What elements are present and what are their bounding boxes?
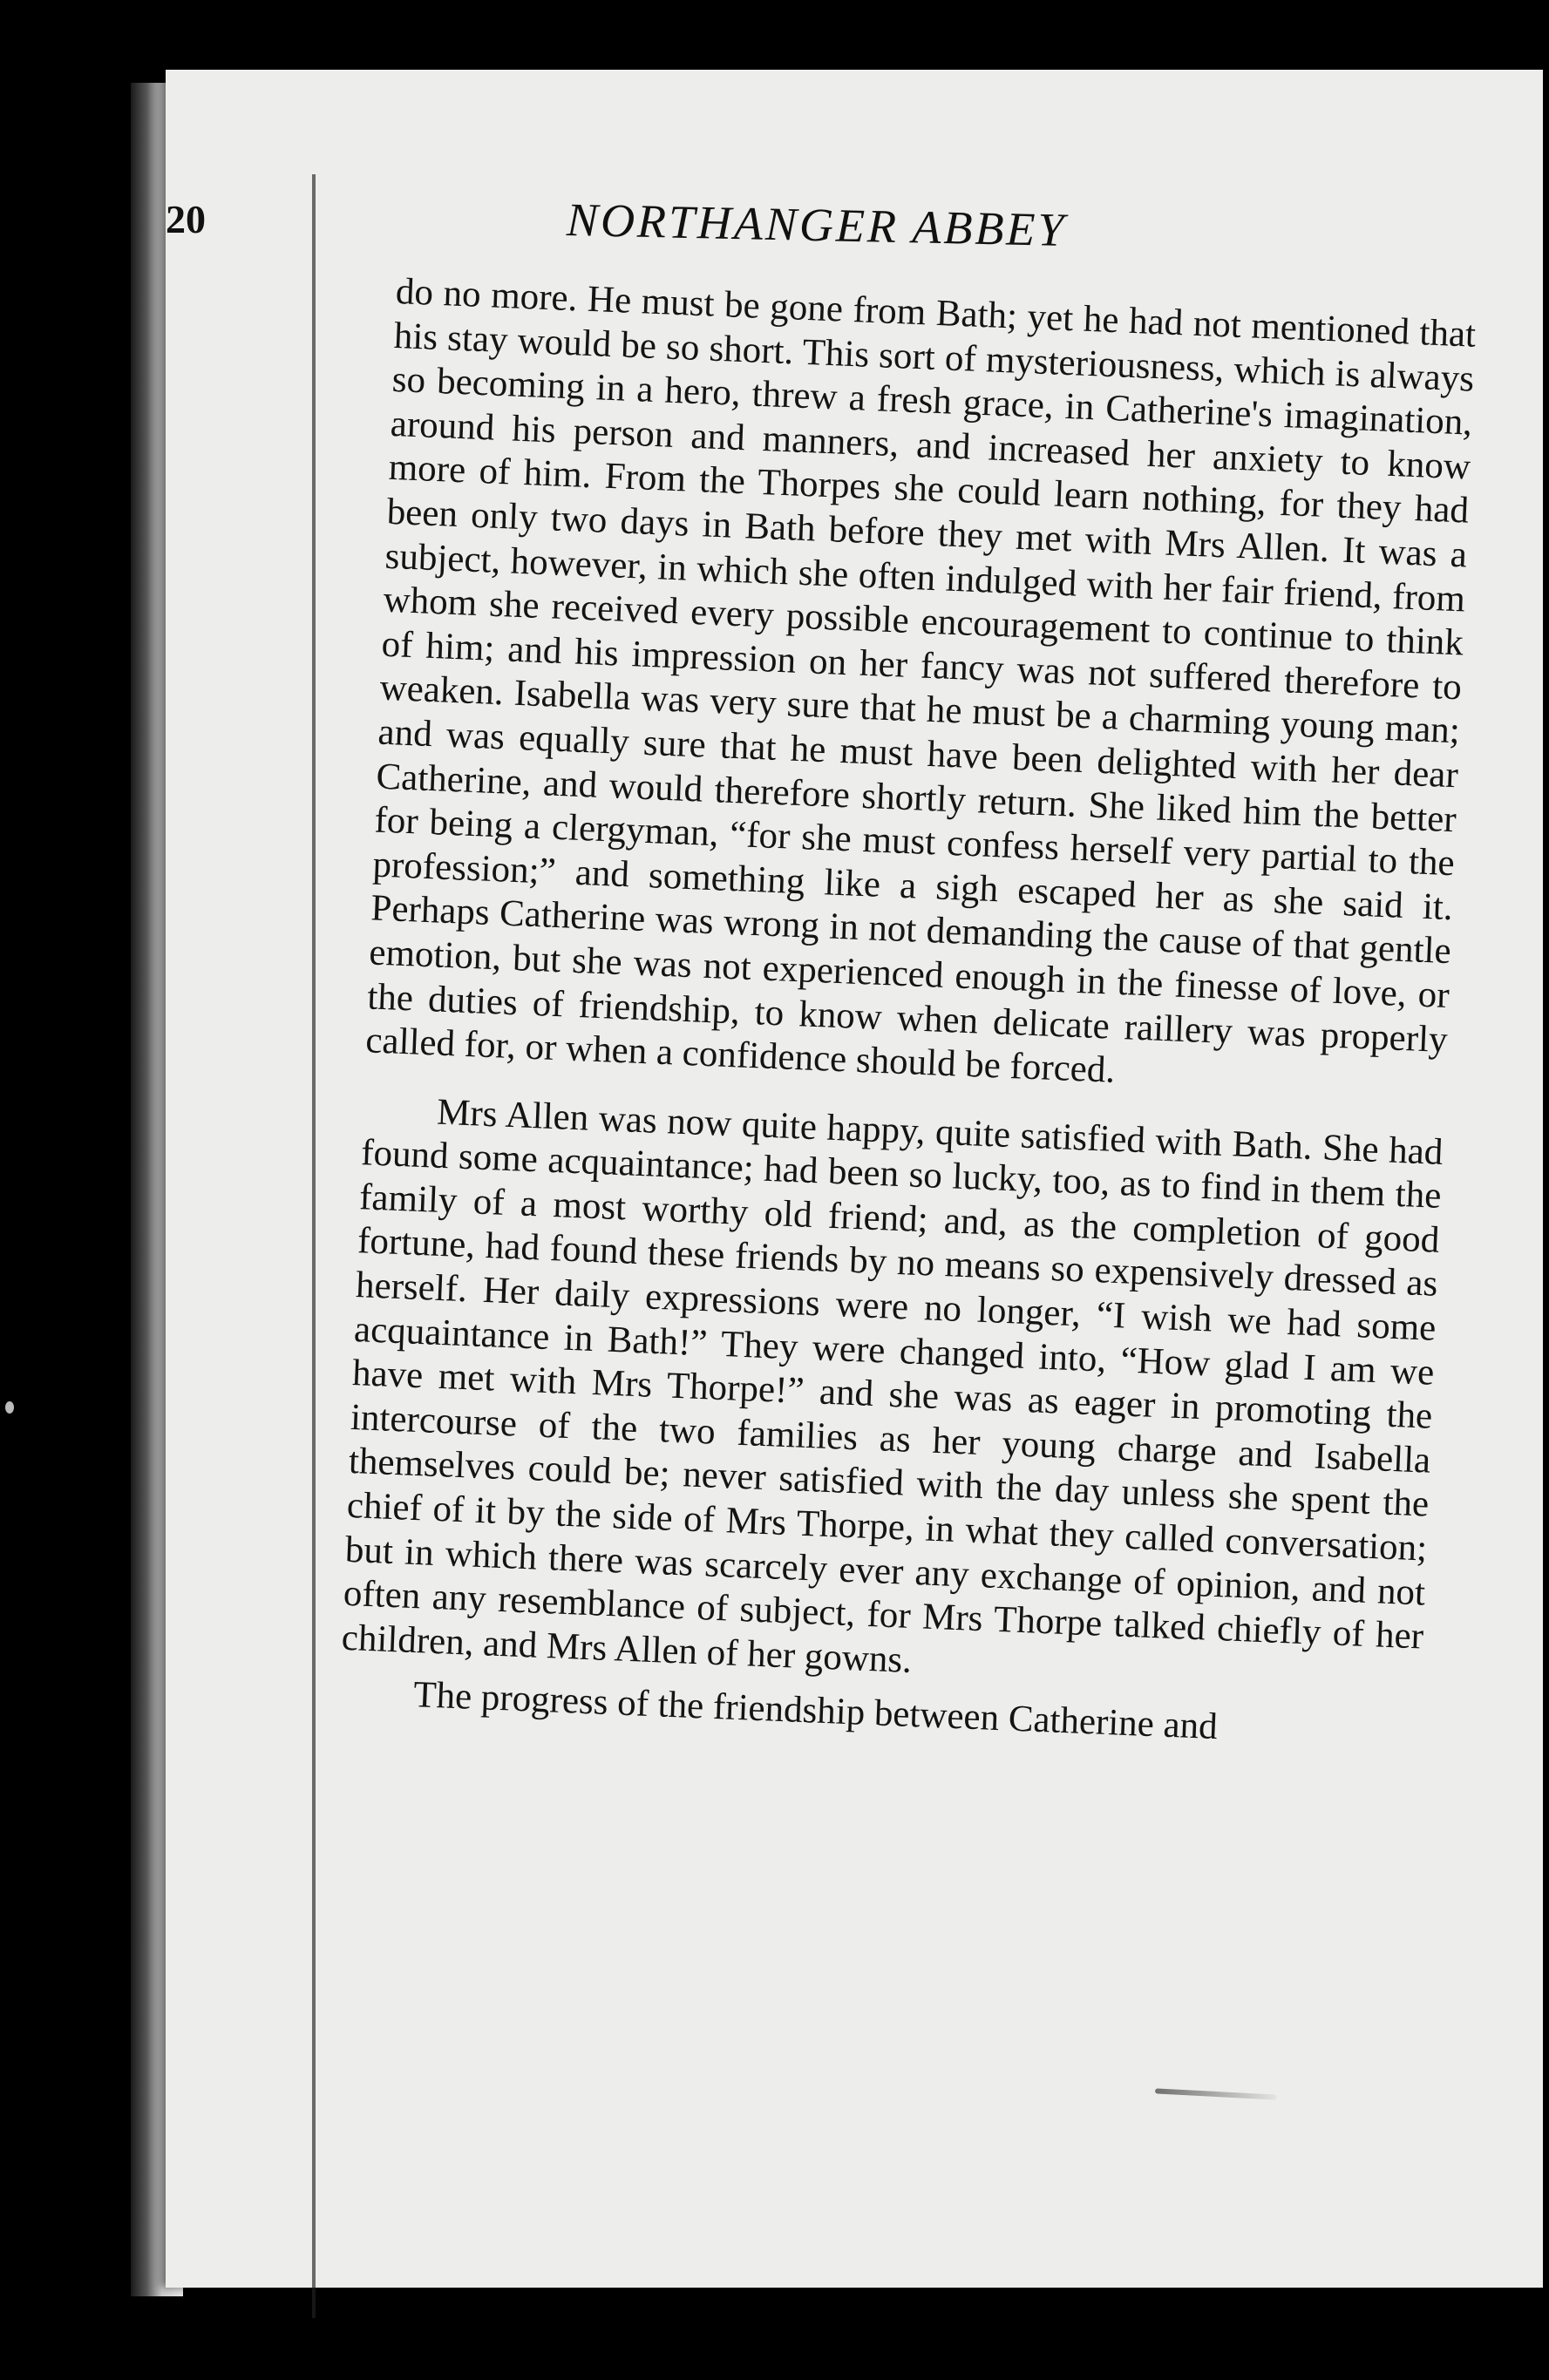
header-area (262, 187, 1464, 283)
scan-speck (5, 1401, 14, 1414)
running-title: NORTHANGER ABBEY (566, 193, 1068, 256)
body-text (338, 270, 1477, 1758)
paragraph: Mrs Allen was now quite happy, quite satisfied with Bath. She had found some acquaintance; had been so lucky, too, as to find in them the family of a most worthy old friend; and, as the completion of good fortune, had found these friends by no means so expensively dressed as herself. Her daily expressions were no longer, “I wish we had some acquaintance in Bath!” They were changed into, “How glad I am we have met with Mrs Thorpe!” and she was as eager in promoting the intercourse of the two families as her young charge and Isabella themselves could be; never satisfied with the day unless she spent the chief of it by the side of Mrs Thorpe, in what they called conversation; but in which there was scarcely ever any exchange of opinion, and not often any resemblance of subject, for Mrs Thorpe talked chiefly of her children, and Mrs Allen of her gowns. (341, 1091, 1444, 1681)
page-number: 20 (166, 197, 206, 241)
gutter-shadow (312, 174, 316, 2318)
paragraph: The progress of the friendship between Catherine and (412, 1674, 1219, 1748)
paragraph: do no more. He must be gone from Bath; yet he had not mentioned that his stay would be so short. This sort of mysteriousness, which is always so becoming in a hero, threw a fresh grace, in Catherine's imagination, around his person and manners, and increased her anxiety to know more of him. From the Thorpes she could learn nothing, for they had been only two days in Bath before they met with Mrs Allen. It was a subject, however, in which she often indulged with her fair friend, from whom she received every possible encouragement to continue to think of him; and his impression on her fancy was not suffered therefore to weaken. Isabella was very sure that he must be a charming young man; and was equally sure that he must have been delighted with her dear Catherine, and would therefore shortly return. She liked him the better for being a clergyman, “for she must confess herself very partial to the profession;” and something like a sigh escaped her as she said it. Perhaps Catherine was wrong in not demanding the cause of that gentle emotion, but she was not experienced enough in the finesse of love, or the duties of friendship, to know when delicate raillery was properly called for, or when a confidence should be forced. (364, 270, 1477, 1091)
